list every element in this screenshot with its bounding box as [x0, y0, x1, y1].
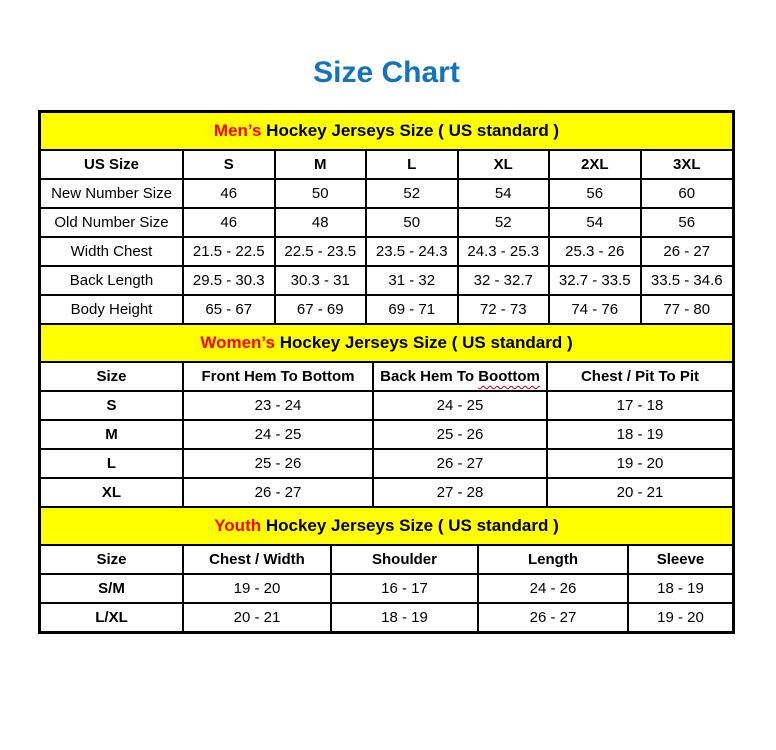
mens-size-cell: 24.3 - 25.3 [458, 237, 550, 266]
womens-row-label: M [41, 420, 183, 449]
youth-size-table [41, 546, 732, 631]
womens-row-label: S [41, 391, 183, 420]
youth-size-cell: 24 - 26 [478, 574, 628, 603]
table-row [41, 546, 732, 574]
mens-size-cell: 29.5 - 30.3 [183, 266, 275, 295]
mens-row-label: Width Chest [41, 237, 183, 266]
table-row [41, 603, 732, 631]
mens-size-cell: 56 [641, 208, 733, 237]
mens-size-cell: 65 - 67 [183, 295, 275, 323]
youth-row-label: L/XL [41, 603, 183, 631]
mens-band-text: Hockey Jerseys Size ( US standard ) [261, 121, 560, 140]
mens-row-label: New Number Size [41, 179, 183, 208]
table-row [41, 208, 732, 237]
mens-col-header: 3XL [641, 151, 733, 179]
table-row [41, 420, 732, 449]
womens-size-cell: 24 - 25 [183, 420, 373, 449]
youth-size-cell: 20 - 21 [183, 603, 331, 631]
mens-size-cell: 54 [458, 179, 550, 208]
table-row [41, 363, 732, 391]
womens-size-table [41, 363, 732, 506]
mens-size-cell: 22.5 - 23.5 [275, 237, 367, 266]
mens-size-cell: 33.5 - 34.6 [641, 266, 733, 295]
mens-size-cell: 69 - 71 [366, 295, 458, 323]
mens-size-cell: 46 [183, 208, 275, 237]
mens-size-cell: 67 - 69 [275, 295, 367, 323]
mens-size-cell: 74 - 76 [549, 295, 641, 323]
youth-size-cell: 18 - 19 [331, 603, 478, 631]
womens-col-header: Front Hem To Bottom [183, 363, 373, 391]
youth-band-highlight: Youth [214, 516, 262, 535]
womens-size-cell: 25 - 26 [183, 449, 373, 478]
table-row [41, 574, 732, 603]
mens-col-header: M [275, 151, 367, 179]
mens-size-cell: 31 - 32 [366, 266, 458, 295]
mens-size-cell: 54 [549, 208, 641, 237]
mens-size-cell: 72 - 73 [458, 295, 550, 323]
size-chart-table [38, 110, 735, 634]
table-row [41, 449, 732, 478]
womens-section-band [41, 323, 732, 363]
mens-band-highlight: Men’s [213, 121, 262, 140]
youth-col-header: Size [41, 546, 183, 574]
mens-row-label: Old Number Size [41, 208, 183, 237]
youth-size-cell: 18 - 19 [628, 574, 732, 603]
womens-size-cell: 24 - 25 [373, 391, 547, 420]
youth-row-label: S/M [41, 574, 183, 603]
youth-size-cell: 26 - 27 [478, 603, 628, 631]
mens-col-header: L [366, 151, 458, 179]
mens-size-cell: 32.7 - 33.5 [549, 266, 641, 295]
mens-size-cell: 48 [275, 208, 367, 237]
womens-band-highlight: Women’s [200, 333, 275, 352]
womens-back-hem-typo: Boottom [478, 368, 540, 385]
table-row [41, 391, 732, 420]
mens-size-cell: 23.5 - 24.3 [366, 237, 458, 266]
mens-col-header: S [183, 151, 275, 179]
youth-col-header: Length [478, 546, 628, 574]
mens-size-cell: 21.5 - 22.5 [183, 237, 275, 266]
youth-size-cell: 16 - 17 [331, 574, 478, 603]
mens-row-label: Back Length [41, 266, 183, 295]
mens-col-header: US Size [41, 151, 183, 179]
table-row [41, 478, 732, 506]
table-row [41, 151, 732, 179]
womens-band-text: Hockey Jerseys Size ( US standard ) [274, 333, 573, 352]
mens-size-cell: 26 - 27 [641, 237, 733, 266]
womens-size-cell: 26 - 27 [373, 449, 547, 478]
womens-size-cell: 23 - 24 [183, 391, 373, 420]
mens-size-cell: 60 [641, 179, 733, 208]
mens-size-cell: 50 [275, 179, 367, 208]
mens-size-cell: 46 [183, 179, 275, 208]
womens-col-header [373, 363, 547, 391]
mens-size-cell: 50 [366, 208, 458, 237]
womens-row-label: XL [41, 478, 183, 506]
mens-size-cell: 25.3 - 26 [549, 237, 641, 266]
womens-back-hem-label: Back Hem To [380, 368, 479, 385]
womens-size-cell: 17 - 18 [547, 391, 732, 420]
womens-size-cell: 20 - 21 [547, 478, 732, 506]
mens-size-cell: 52 [366, 179, 458, 208]
table-row [41, 237, 732, 266]
mens-col-header: XL [458, 151, 550, 179]
table-row [41, 266, 732, 295]
mens-size-cell: 30.3 - 31 [275, 266, 367, 295]
mens-size-cell: 56 [549, 179, 641, 208]
youth-section-band [41, 506, 732, 546]
mens-size-cell: 77 - 80 [641, 295, 733, 323]
youth-col-header: Shoulder [331, 546, 478, 574]
youth-band-text: Hockey Jerseys Size ( US standard ) [261, 516, 559, 535]
womens-size-cell: 25 - 26 [373, 420, 547, 449]
womens-col-header: Chest / Pit To Pit [547, 363, 732, 391]
table-row [41, 179, 732, 208]
mens-row-label: Body Height [41, 295, 183, 323]
mens-size-table [41, 151, 732, 323]
youth-size-cell: 19 - 20 [183, 574, 331, 603]
youth-col-header: Chest / Width [183, 546, 331, 574]
womens-size-cell: 18 - 19 [547, 420, 732, 449]
womens-size-cell: 19 - 20 [547, 449, 732, 478]
table-row [41, 295, 732, 323]
page-title: Size Chart [313, 56, 460, 89]
mens-col-header: 2XL [549, 151, 641, 179]
youth-size-cell: 19 - 20 [628, 603, 732, 631]
womens-row-label: L [41, 449, 183, 478]
womens-col-header: Size [41, 363, 183, 391]
womens-size-cell: 26 - 27 [183, 478, 373, 506]
mens-size-cell: 52 [458, 208, 550, 237]
mens-size-cell: 32 - 32.7 [458, 266, 550, 295]
mens-section-band [41, 113, 732, 151]
womens-size-cell: 27 - 28 [373, 478, 547, 506]
youth-col-header: Sleeve [628, 546, 732, 574]
